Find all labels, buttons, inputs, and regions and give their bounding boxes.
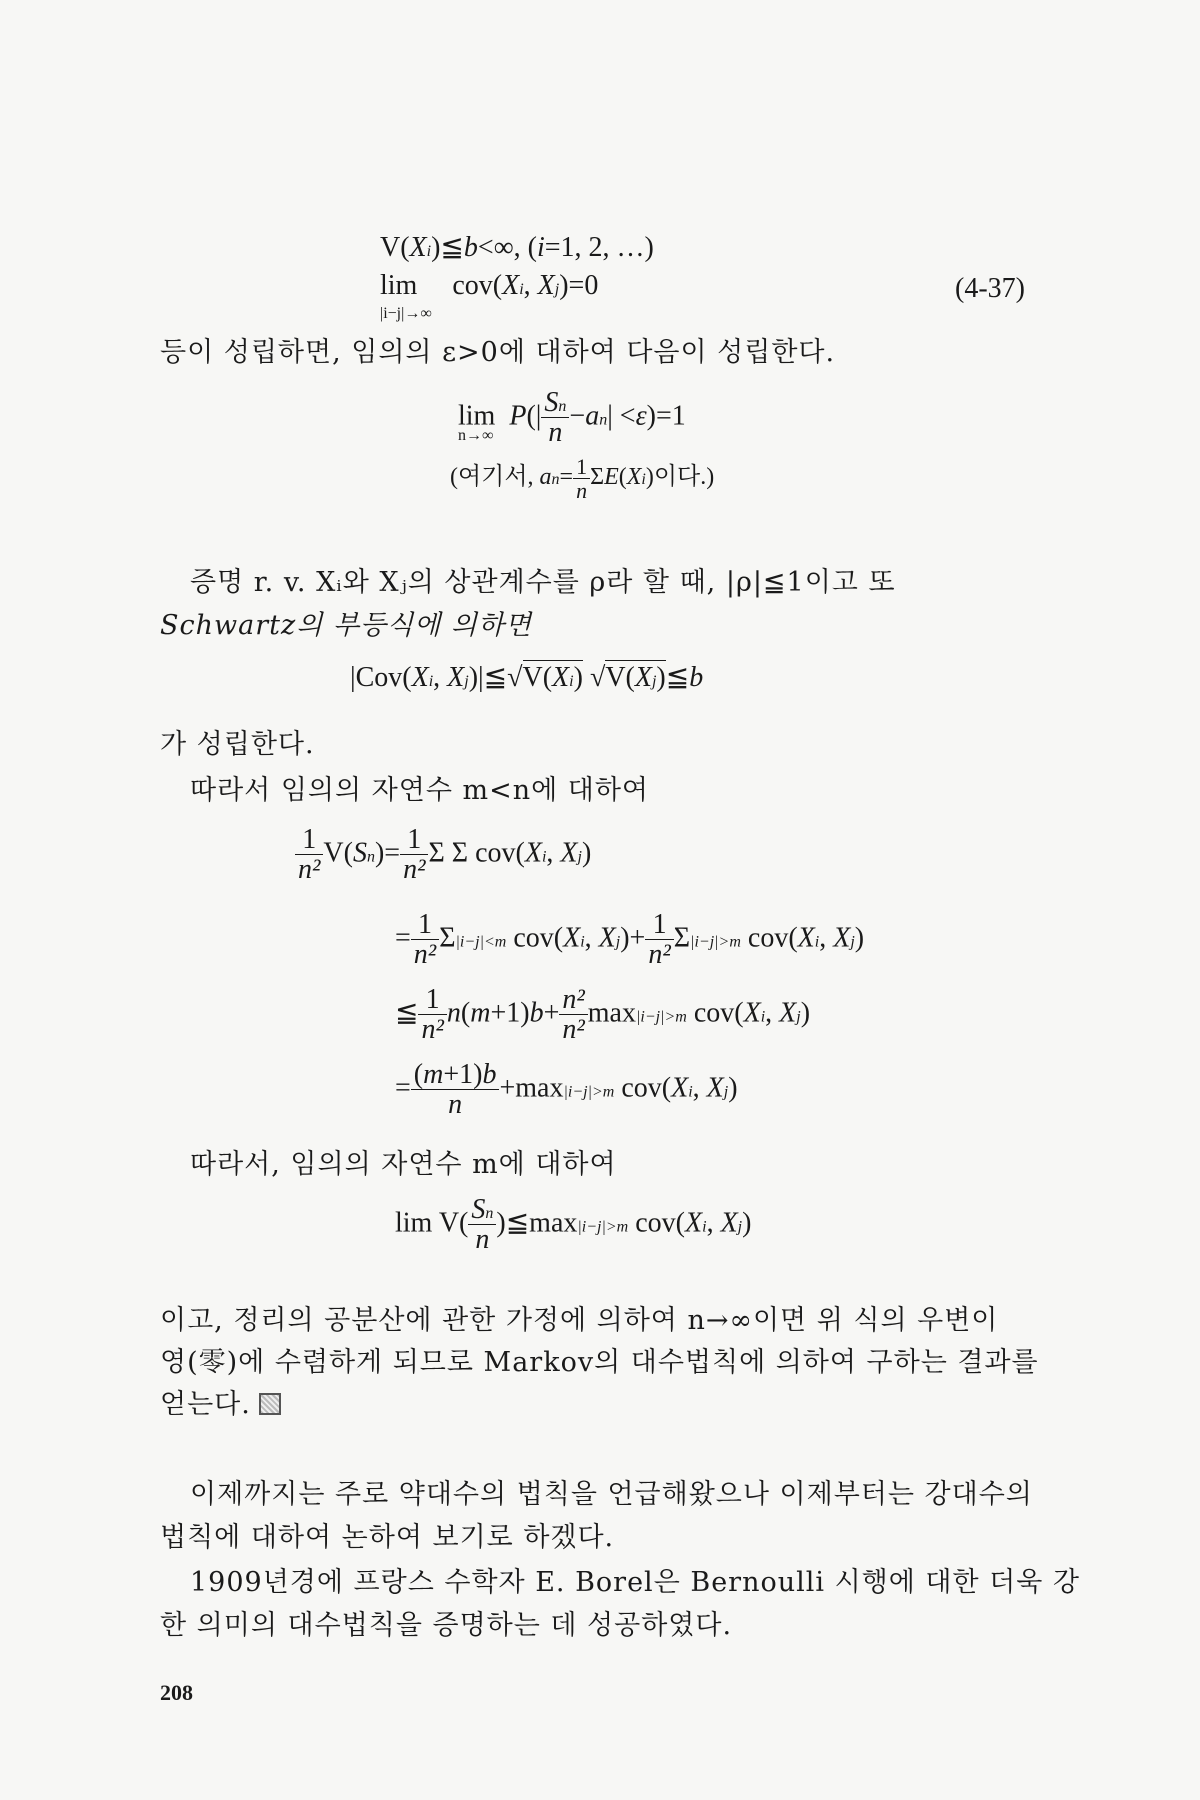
- condition-text: 등이 성립하면, 임의의 ε>0에 대하여 다음이 성립한다.: [160, 337, 836, 368]
- paragraph-1-line-2: 영(零)에 수렴하게 되므로 Markov의 대수법칙에 의하여 구하는 결과를: [160, 1347, 1039, 1378]
- variance-line-3: ≦ $\frac{1}{\text{n²}}$ n(m+1)b+ $\frac{\text{n²}}{\text{n²}}$ max|i−j|>m cov(Xi, Xj): [395, 984, 811, 1046]
- proof-line-2: Schwartz의 부등식에 의하면: [160, 610, 533, 641]
- prob-limit-subscript: n→∞: [458, 427, 494, 444]
- paragraph-3-line-1: 1909년경에 프랑스 수학자 E. Borel은 Bernoulli 시행에 대한 더욱 강: [190, 1567, 1081, 1598]
- paragraph-1-line-3-text: 얻는다.: [160, 1389, 251, 1420]
- paragraph-2-line-2: 법칙에 대하여 논하여 보기로 하겠다.: [160, 1522, 615, 1553]
- where-an-equation: (여기서, an= $\frac{1}{n}$ ΣE(Xi)이다.): [450, 454, 715, 504]
- cov-limit-equation: lim cov(Xi, Xj)=0: [380, 270, 599, 301]
- holds-text: 가 성립한다.: [160, 729, 315, 760]
- equation-number: (4-37): [955, 273, 1025, 304]
- prob-limit-equation: lim P(| $\frac{Sn}{n}$ −an| <ε)=1: [458, 387, 686, 449]
- variance-line-2: = $\frac{1}{\text{n²}}$ Σ|i−j|<m cov(Xi, Xj)+ $\frac{1}{\text{n²}}$ Σ|i−j|>m cov(Xi, Xj): [395, 909, 865, 971]
- paragraph-1-line-1: 이고, 정리의 공분산에 관한 가정에 의하여 n→∞이면 위 식의 우변이: [160, 1305, 999, 1336]
- variance-line-4: = $\frac{(m+1)b}{n}$ +max|i−j|>m cov(Xi, Xj): [395, 1059, 738, 1121]
- page-number: 208: [160, 1680, 193, 1705]
- therefore-text-1: 따라서 임의의 자연수 m<n에 대하여: [190, 775, 650, 806]
- schwarz-inequality: |Cov(Xi, Xj)|≦√V(Xi) √V(Xj)≦b: [350, 662, 704, 693]
- proof-line-1: 증명 r. v. Xᵢ와 Xⱼ의 상관계수를 ρ라 할 때, |ρ|≦1이고 또: [190, 567, 896, 598]
- therefore-text-2: 따라서, 임의의 자연수 m에 대하여: [190, 1149, 617, 1180]
- paragraph-1-line-3: [160, 1382, 281, 1421]
- cov-limit-subscript: |i−j|→∞: [380, 305, 432, 322]
- final-limit-equation: lim V( $\frac{Sn}{n}$ )≦max|i−j|>m cov(Xi, Xj): [395, 1194, 752, 1256]
- variance-line-1: $\frac{1}{\text{n²}}$ V(Sn)= $\frac{1}{\text{n²}}$ Σ Σ cov(Xi, Xj): [295, 825, 591, 885]
- paragraph-3-line-2: 한 의미의 대수법칙을 증명하는 데 성공하였다.: [160, 1610, 733, 1641]
- qed-square-icon: [259, 1393, 281, 1415]
- paragraph-2-line-1: 이제까지는 주로 약대수의 법칙을 언급해왔으나 이제부터는 강대수의: [190, 1479, 1033, 1510]
- variance-bound-equation: V(Xi)≦b<∞, (i=1, 2, …): [380, 232, 654, 263]
